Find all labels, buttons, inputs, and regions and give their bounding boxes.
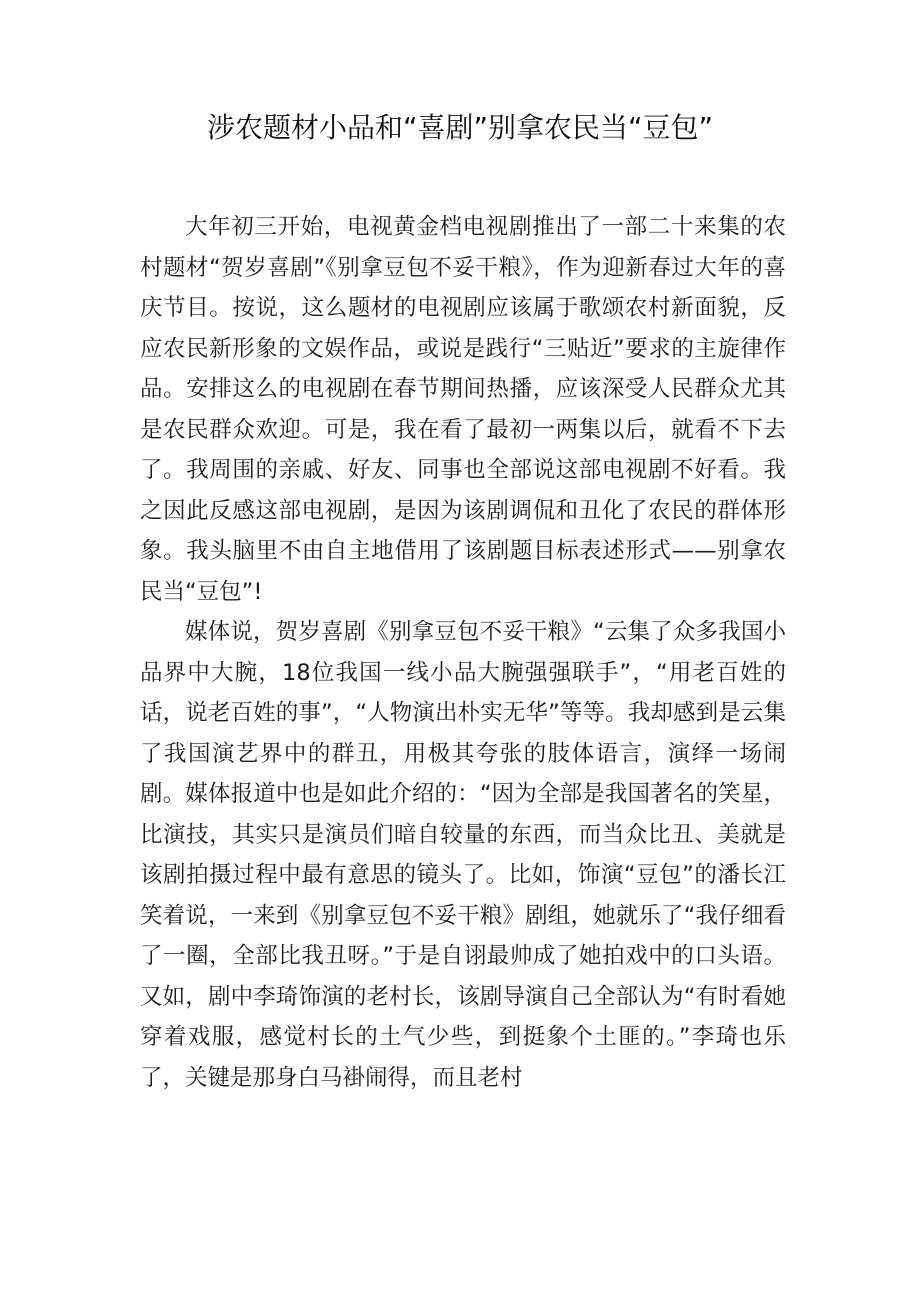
paragraph-2: 媒体说，贺岁喜剧《别拿豆包不妥干粮》“云集了众多我国小品界中大腕，18位我国一线小品大腕强强联手”，“用老百姓的话，说老百姓的事”，“人物演出朴实无华”等等。我却感到是云集了我国演艺界中的群丑，用极其夸张的肢体语言，演绎一场闹剧。媒体报道中也是如此介绍的：“因为全部是我国著名的笑星，比演技，其实只是演员们暗自较量的东西，而当众比丑、美就是该剧拍摄过程中最有意思的镜头了。比如，饰演“豆包”的潘长江笑着说，一来到《别拿豆包不妥干粮》剧组，她就乐了“我仔细看了一圈，全部比我丑呀。”于是自诩最帅成了她拍戏中的口头语。又如，剧中李琦饰演的老村长，该剧导演自己全部认为“有时看她穿着戏服，感觉村长的土气少些，到挺象个土匪的。”李琦也乐了，关键是那身白马褂闹得，而且老村 (140, 619, 786, 1091)
paragraph-1: 大年初三开始，电视黄金档电视剧推出了一部二十来集的农村题材“贺岁喜剧”《别拿豆包不妥干粮》，作为迎新春过大年的喜庆节目。按说，这么题材的电视剧应该属于歌颂农村新面貌，反应农民新形象的文娱作品，或说是践行“三贴近”要求的主旋律作品。安排这么的电视剧在春节期间热播，应该深受人民群众尤其是农民群众欢迎。可是，我在看了最初一两集以后，就看不下去了。我周围的亲戚、好友、同事也全部说这部电视剧不好看。我之因此反感这部电视剧，是因为该剧调侃和丑化了农民的群体形象。我头脑里不由自主地借用了该剧题目标表述形式——别拿农民当“豆包”! (140, 214, 786, 605)
document-body (140, 207, 786, 1098)
document-title: 涉农题材小品和“喜剧”别拿农民当“豆包” (206, 111, 714, 144)
